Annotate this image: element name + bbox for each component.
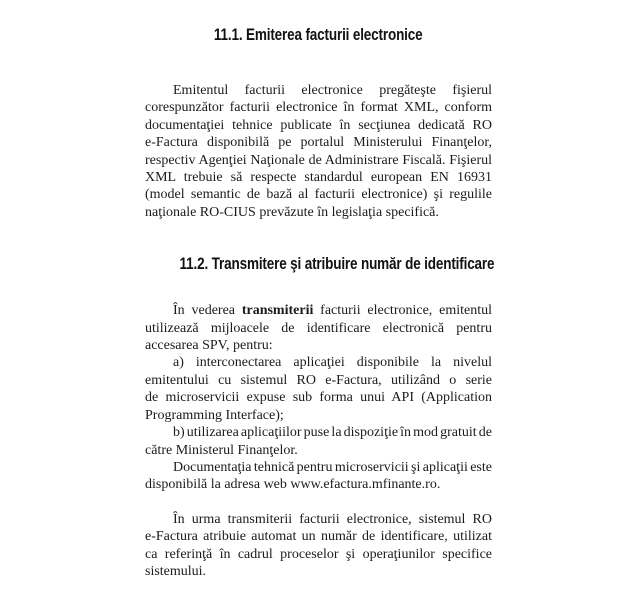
paragraph-numar-identificare: [145, 511, 492, 581]
text-line: corespunzător facturii electronice în format XML, conform: [145, 100, 492, 116]
text-line: către Ministerul Finanţelor.: [145, 442, 298, 458]
text-line: e-Factura disponibilă pe portalul Ministerului Finanţelor,: [145, 135, 492, 151]
intro-text-before-bold: În vederea: [173, 303, 242, 319]
text-line: utilizează mijloacele de identificare electronică pentru: [145, 320, 492, 336]
text-line: de microservicii expuse sub forma unui API (Application: [145, 390, 492, 406]
section-heading-11-2: [145, 255, 495, 274]
text-line: emitentului cu sistemul RO e-Factura, utilizând o serie: [145, 372, 492, 388]
text-line: Programming Interface);: [145, 407, 284, 423]
text-line: ca referinţă în cadrul proceselor şi operaţiunilor specifice: [145, 546, 492, 562]
bold-word-transmiterii: transmiterii: [241, 303, 314, 319]
text-line: (model semantic de bază al facturii electronice) şi regulile: [145, 187, 492, 203]
text-line: accesarea SPV, pentru:: [145, 338, 273, 354]
text-line: În urma transmiterii facturii electronice, sistemul RO: [173, 511, 492, 527]
text-line: e-Factura atribuie automat un număr de identificare, utilizat: [145, 529, 492, 545]
text-line: Documentaţia tehnică pentru microservicii şi aplicaţii este: [173, 459, 492, 475]
paragraph-transmitere-intro: [145, 302, 492, 354]
list-item-b: [145, 424, 492, 459]
intro-text-after-bold: facturii electronice, emitentul: [313, 303, 492, 319]
text-line: XML trebuie să respecte standardul european EN 16931: [145, 170, 492, 186]
section-heading-11-1-text: 11.1. Emiterea facturii electronice: [214, 26, 423, 44]
paragraph-documentatia: [145, 459, 492, 494]
list-item-a: [145, 354, 492, 424]
text-line: Emitentul facturii electronice pregăteşte fişierul: [173, 83, 492, 98]
text-line: a) interconectarea aplicaţiei disponibile la nivelul: [173, 355, 492, 371]
section-heading-11-2-text: 11.2. Transmitere şi atribuire număr de identificare: [179, 255, 495, 274]
text-line: b) utilizarea aplicaţiilor puse la dispoziţie în mod gratuit de: [173, 425, 492, 441]
paragraph-emitere: [145, 82, 492, 221]
text-line: documentaţiei tehnice publicate în secţiunea dedicată RO: [145, 117, 492, 133]
text-line: naţionale RO-CIUS prevăzute în legislaţia specifică.: [145, 204, 439, 220]
text-line: sistemului.: [145, 563, 207, 579]
section-heading-11-1: [145, 26, 492, 44]
text-line: [145, 302, 492, 319]
text-column: [145, 26, 495, 580]
text-line: disponibilă la adresa web www.efactura.mfinante.ro.: [145, 477, 441, 493]
text-line: respectiv Agenţiei Naţionale de Administrare Fiscală. Fişierul: [145, 152, 492, 168]
